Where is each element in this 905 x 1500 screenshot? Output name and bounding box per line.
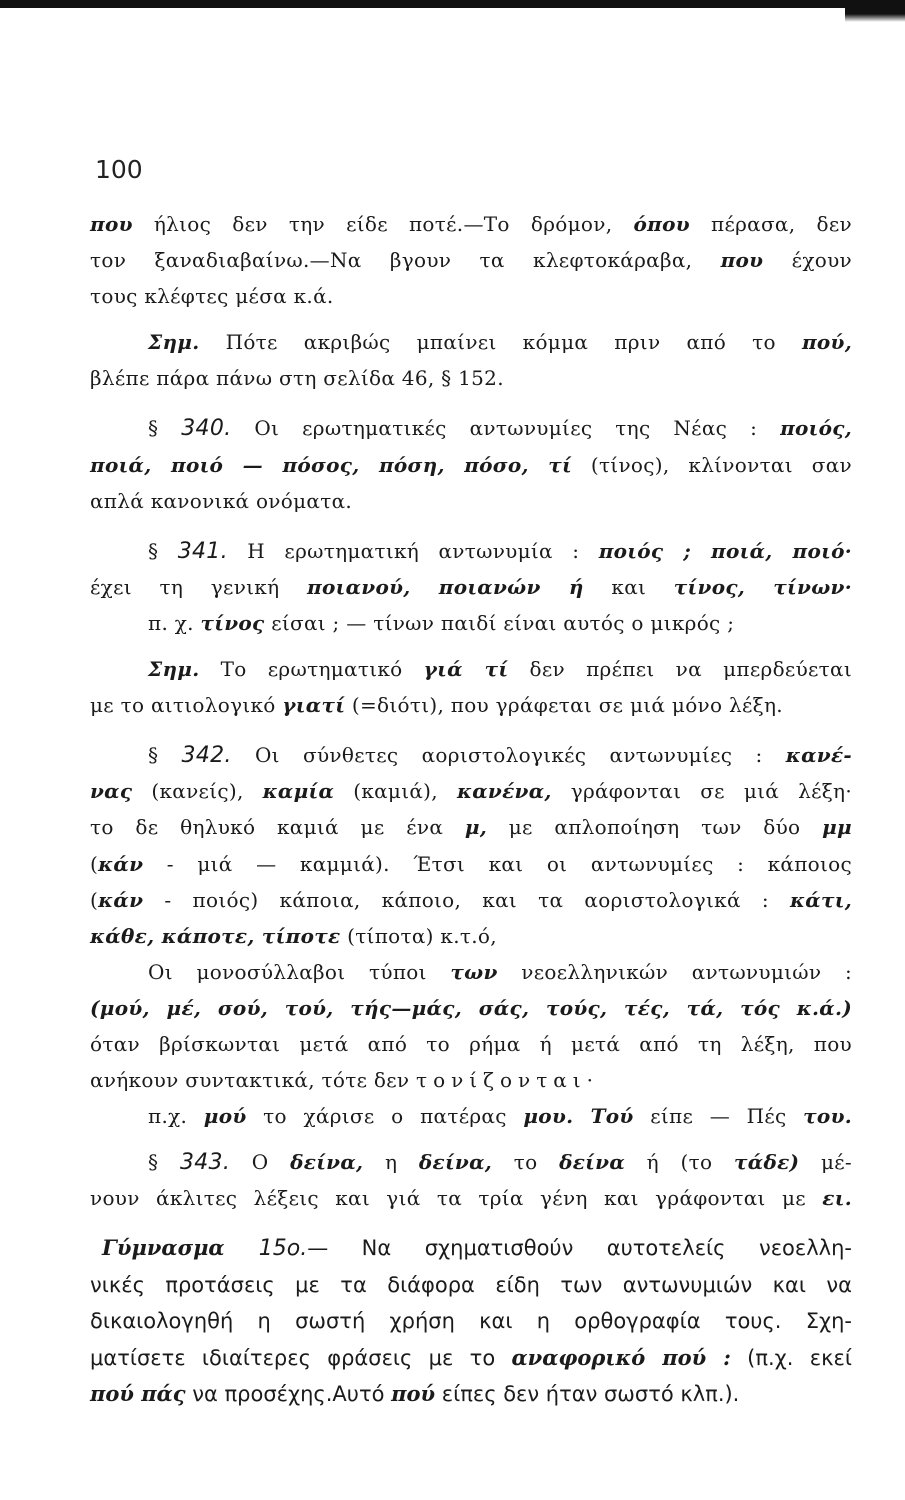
exercise-15	[90, 1230, 852, 1413]
paragraph-monosyllables	[90, 954, 852, 1134]
text-line: Σημ. Το ερωτηματικό γιά τί δεν πρέπει να μπερδεύεται	[148, 657, 852, 682]
text-line: π.χ. μού το χάρισε ο πατέρας μου. Τού είπε — Πές του.	[148, 1104, 853, 1129]
text-line: έχει τη γενική ποιανού, ποιανών ή και τίνος, τίνων·	[90, 574, 852, 599]
page-number: 100	[95, 155, 143, 184]
note-paragraph-2	[90, 651, 852, 723]
text-line: Σημ. Πότε ακριβώς μπαίνει κόμμα πριν από το πού,	[148, 330, 852, 355]
section-340	[90, 410, 852, 518]
text-line: Γύμνασμα 15ο.— Να σχηματισθούν αυτοτελείς νεοελλη-	[102, 1235, 852, 1262]
text-line: ποιά, ποιό — πόσος, πόση, πόσο, τί (τίνος), κλίνονται σαν	[90, 452, 852, 477]
text-line: που ήλιος δεν την είδε ποτέ.—Το δρόμον, όπου πέρασα, δεν	[90, 212, 852, 236]
section-341	[90, 533, 852, 641]
text-line: το δε θηλυκό καμιά με ένα μ, με απλοποίηση των δύο μμ	[90, 815, 852, 840]
text-line: (μού, μέ, σού, τού, τής—μάς, σάς, τούς, τές, τά, τός κ.ά.)	[90, 995, 852, 1020]
text-line: νουν άκλιτες λέξεις και γιά τα τρία γένη και γράφονται με ει.	[90, 1186, 852, 1211]
page-top-edge	[0, 0, 905, 8]
page-body	[90, 206, 852, 1413]
text-line: π. χ. τίνος είσαι ; — τίνων παιδί είναι αυτός ο μικρός ;	[148, 610, 735, 635]
section-343	[90, 1144, 852, 1216]
text-line: (κάν - ποιός) κάποια, κάποιο, και τα αοριστολογικά : κάτι,	[90, 887, 852, 912]
text-line: Οι μονοσύλλαβοι τύποι των νεοελληνικών αντωνυμιών :	[148, 959, 853, 984]
text-line: ματίσετε ιδιαίτερες φράσεις με το αναφορικό πού : (π.χ. εκεί	[90, 1344, 852, 1370]
text-line: (κάν - μιά — καμμιά). Έτσι και οι αντωνυμίες : κάποιος	[90, 851, 852, 876]
text-line: πού πάς να προσέχης.Αυτό πού είπες δεν ήταν σωστό κλπ.).	[90, 1381, 740, 1407]
page-corner-shadow	[845, 0, 905, 22]
text-line: τους κλέφτες μέσα κ.ά.	[90, 284, 334, 309]
text-line: κάθε, κάποτε, τίποτε (τίποτα) κ.τ.ό,	[90, 923, 497, 948]
text-line: § 340. Οι ερωτηματικές αντωνυμίες της Νέας : ποιός,	[148, 416, 852, 442]
text-line: με το αιτιολογικό γιατί (=διότι), που γράφεται σε μιά μόνο λέξη.	[90, 693, 783, 718]
paragraph-1	[90, 206, 852, 314]
text-line: βλέπε πάρα πάνω στη σελίδα 46, § 152.	[90, 366, 504, 391]
text-line: ανήκουν συντακτικά, τότε δεν τονίζονται·	[90, 1068, 599, 1093]
note-paragraph-1	[90, 324, 852, 396]
text-line: § 341. Η ερωτηματική αντωνυμία : ποιός ; ποιά, ποιό·	[148, 538, 852, 564]
section-342	[90, 737, 852, 954]
text-line: νας (κανείς), καμία (καμιά), κανένα, γράφονται σε μιά λέξη·	[90, 779, 852, 804]
text-line: νικές προτάσεις με τα διάφορα είδη των αντωνυμιών και να	[90, 1272, 852, 1297]
text-line: § 342. Οι σύνθετες αοριστολογικές αντωνυμίες : κανέ-	[148, 743, 852, 769]
text-line: τον ξαναδιαβαίνω.—Να βγουν τα κλεφτοκάραβα, που έχουν	[90, 248, 853, 273]
text-line: δικαιολογηθή η σωστή χρήση και η ορθογραφία τους. Σχη-	[90, 1309, 852, 1334]
text-line: απλά κανονικά ονόματα.	[90, 488, 353, 513]
text-line: § 343. Ο δείνα, η δείνα, το δείνα ή (το τάδε) μέ-	[148, 1150, 852, 1176]
text-line: όταν βρίσκωνται μετά από το ρήμα ή μετά από τη λέξη, που	[90, 1031, 852, 1056]
